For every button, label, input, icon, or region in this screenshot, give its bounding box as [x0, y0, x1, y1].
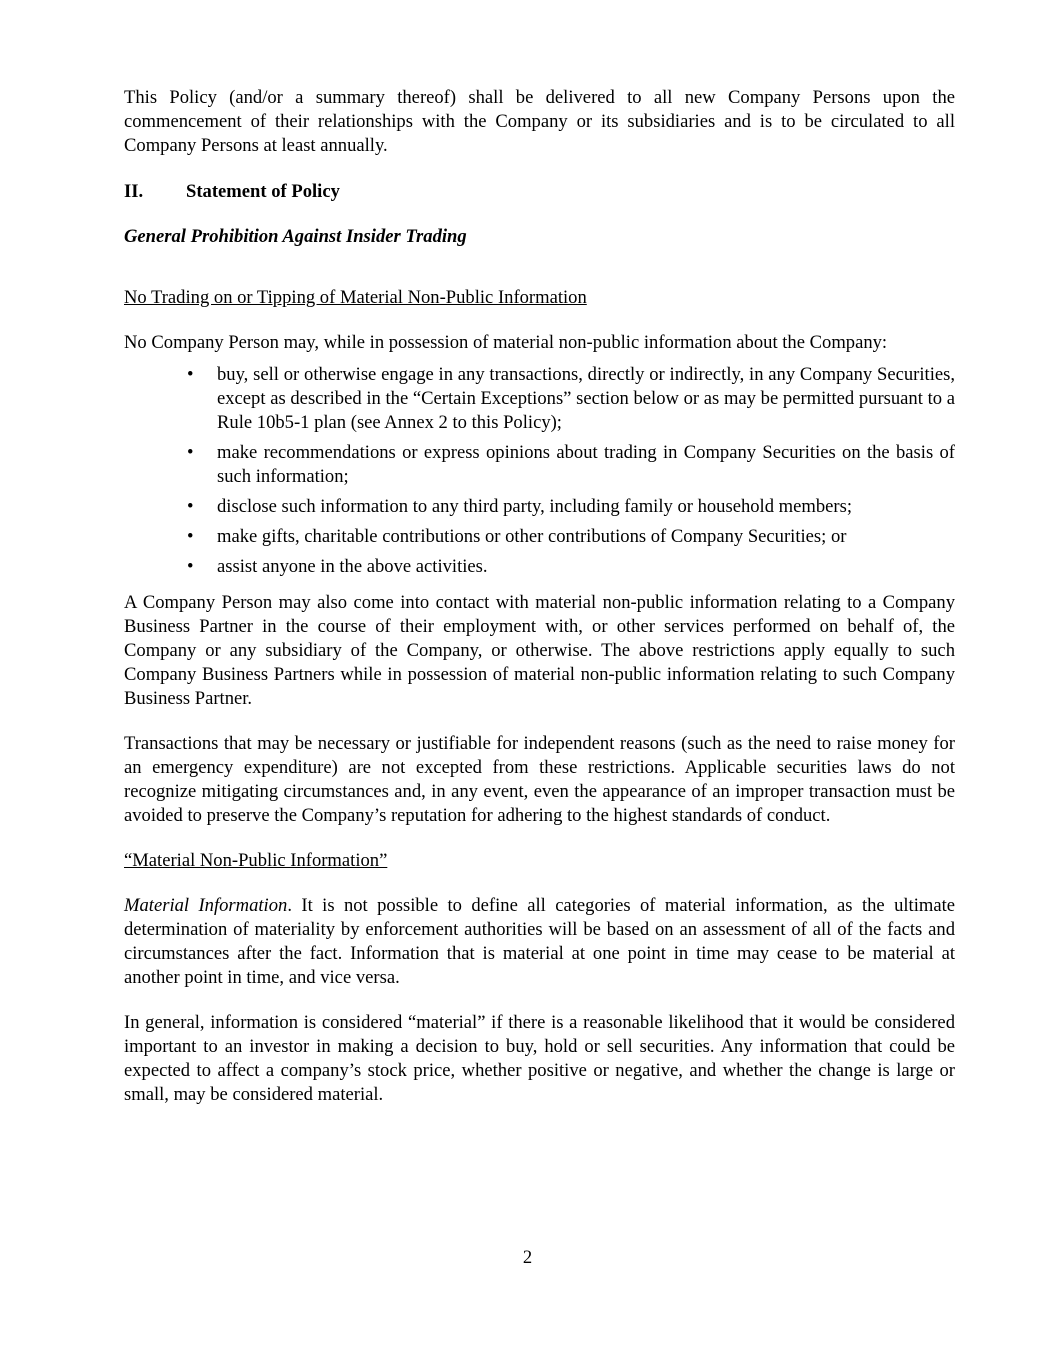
list-item-text: make recommendations or express opinions about trading in Company Securities on the basis of such information;	[217, 442, 955, 487]
section-heading	[124, 180, 955, 204]
list-item	[124, 525, 955, 549]
bullet-icon: •	[187, 442, 194, 463]
bullet-icon: •	[187, 496, 194, 517]
transactions-paragraph: Transactions that may be necessary or justifiable for independent reasons (such as the need to raise money for an emergency expenditure) are not excepted from these restrictions. Applicable securities laws do not recognize mitigating circumstances and, in any event, even the appearance of an improper transaction must be avoided to preserve the Company’s reputation for adhering to the highest standards of conduct.	[124, 733, 955, 826]
section-title: Statement of Policy	[186, 181, 340, 202]
page-number: 2	[522, 1247, 533, 1268]
mnpi-heading: “Material Non-Public Information”	[124, 850, 388, 871]
general-paragraph: In general, information is considered “material” if there is a reasonable likelihood that it would be considered important to an investor in making a decision to buy, hold or sell securities. Any information that could be expected to affect a company’s stock price, whether positive or negative, and whether the change is large or small, may be considered material.	[124, 1012, 955, 1105]
business-partner-paragraph: A Company Person may also come into contact with material non-public information relating to a Company Business Partner in the course of their employment with, or other services performed on behalf of, the Company or any subsidiary of the Company, or otherwise. The above restrictions apply equally to such Company Business Partners while in possession of material non-public information relating to such Company Business Partner.	[124, 592, 955, 709]
material-information-lead: Material Information	[124, 895, 288, 916]
list-item-text: assist anyone in the above activities.	[217, 556, 488, 577]
list-item	[124, 363, 955, 435]
list-item	[124, 555, 955, 579]
intro-paragraph: This Policy (and/or a summary thereof) shall be delivered to all new Company Persons upon the commencement of their relationships with the Company or its subsidiaries and is to be circulated to all Company Persons at least annually.	[124, 87, 955, 156]
no-trading-lead: No Company Person may, while in possession of material non-public information about the Company:	[124, 332, 888, 353]
section-number: II.	[124, 181, 144, 202]
list-item-text: disclose such information to any third party, including family or household members;	[217, 496, 852, 517]
prohibition-list	[124, 363, 955, 579]
list-item-text: buy, sell or otherwise engage in any transactions, directly or indirectly, in any Company Securities, except as described in the “Certain Exceptions” section below or as may be permitted pursuant to a Rule 10b5-1 plan (see Annex 2 to this Policy);	[217, 364, 955, 433]
bullet-icon: •	[187, 556, 194, 577]
subsection-title: General Prohibition Against Insider Trading	[124, 226, 467, 247]
bullet-icon: •	[187, 526, 194, 547]
material-information-paragraph	[124, 894, 955, 990]
material-information-text: . It is not possible to define all categories of material information, as the ultimate determination of materiality by enforcement authorities will be based on an assessment of all of the facts and circumstances after the fact. Information that is material at one point in time may cease to be material at another point in time, and vice versa.	[124, 895, 956, 988]
list-item-text: make gifts, charitable contributions or other contributions of Company Securities; or	[217, 526, 847, 547]
bullet-icon: •	[187, 364, 194, 385]
document-page	[124, 86, 955, 1107]
list-item	[124, 495, 955, 519]
list-item	[124, 441, 955, 489]
no-trading-heading: No Trading on or Tipping of Material Non-Public Information	[124, 287, 587, 308]
